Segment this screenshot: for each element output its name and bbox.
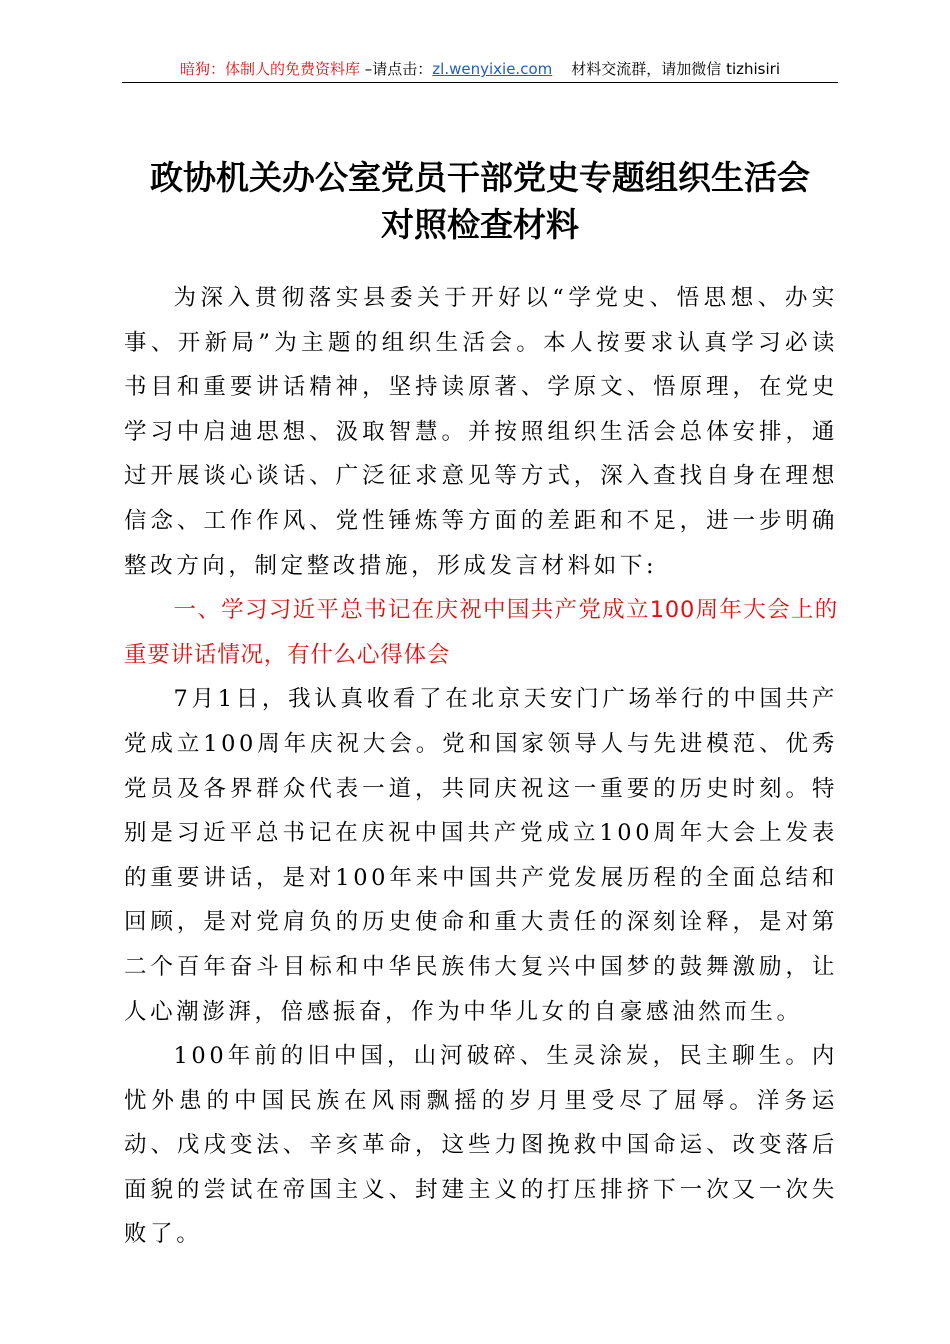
- header-wechat-note: 材料交流群，请加微信 tizhisiri: [552, 60, 780, 78]
- body-paragraph: 100年前的旧中国，山河破碎、生灵涂炭，民主聊生。内忧外患的中国民族在风雨飘摇的岁月里受尽了屈辱。洋务运动、戊戌变法、辛亥革命，这些力图挽救中国命运、改变落后面貌的尝试在帝国主义、封建主义的打压排挤下一次又一次失败了。: [124, 1043, 838, 1248]
- body-paragraph: 7月1日，我认真收看了在北京天安门广场举行的中国共产党成立100周年庆祝大会。党和国家领导人与先进模范、优秀党员及各界群众代表一道，共同庆祝这一重要的历史时刻。特别是习近平总书记在庆祝中国共产党成立100周年大会上发表的重要讲话，是对100年来中国共产党发展历程的全面总结和回顾，是对党肩负的历史使命和重大责任的深刻诠释，是对第二个百年奋斗目标和中华民族伟大复兴中国梦的鼓舞激励，让人心潮澎湃，倍感振奋，作为中华儿女的自豪感油然而生。: [124, 686, 838, 1025]
- header-site-name: 暗狗：体制人的免费资料库: [180, 60, 361, 78]
- document-title-line-2: 对照检查材料: [381, 205, 579, 244]
- watermark-header: [122, 56, 838, 82]
- document-title-line-1: 政协机关办公室党员干部党史专题组织生活会: [150, 158, 810, 197]
- header-link[interactable]: zl.wenyixie.com: [432, 60, 553, 78]
- header-click-prompt: –请点击：: [360, 60, 433, 78]
- section-heading-1: 一、学习习近平总书记在庆祝中国共产党成立100周年大会上的重要讲话情况，有什么心得体会: [124, 597, 838, 668]
- header-divider: [122, 82, 838, 83]
- document-body: [124, 276, 838, 1257]
- intro-paragraph: 为深入贯彻落实县委关于开好以“学党史、悟思想、办实事、开新局”为主题的组织生活会。本人按要求认真学习必读书目和重要讲话精神，坚持读原著、学原文、悟原理，在党史学习中启迪思想、汲取智慧。并按照组织生活会总体安排，通过开展谈心谈话、广泛征求意见等方式，深入查找自身在理想信念、工作作风、党性锤炼等方面的差距和不足，进一步明确整改方向，制定整改措施，形成发言材料如下:: [124, 285, 838, 579]
